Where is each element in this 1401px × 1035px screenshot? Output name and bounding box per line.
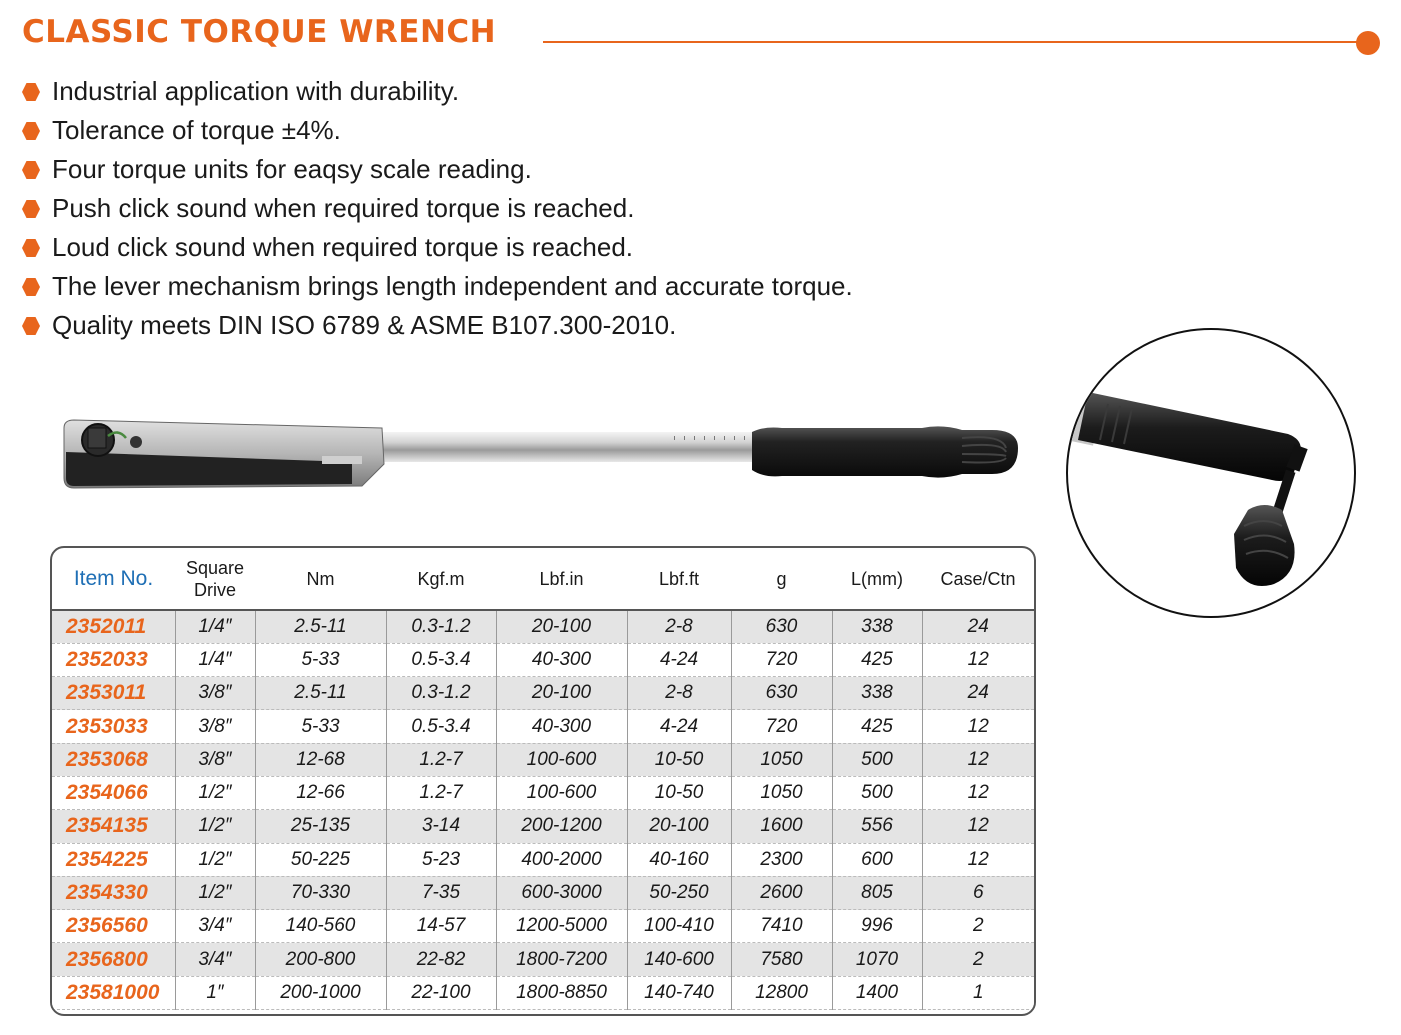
table-header-row — [52, 548, 1034, 610]
weight-cell: 1050 — [731, 776, 832, 809]
case-ctn-cell: 12 — [922, 643, 1034, 676]
title-rule — [543, 41, 1365, 43]
column-header-item-no: Item No. — [52, 548, 175, 610]
feature-item — [22, 150, 853, 189]
weight-cell: 630 — [731, 610, 832, 643]
nm-cell: 200-800 — [255, 943, 386, 976]
kgfm-cell: 0.3-1.2 — [386, 610, 496, 643]
lbfft-cell: 140-600 — [627, 943, 731, 976]
spec-table — [52, 548, 1034, 1010]
nm-cell: 25-135 — [255, 810, 386, 843]
lbfft-cell: 2-8 — [627, 677, 731, 710]
square-drive-cell: 3/8″ — [175, 743, 255, 776]
item-no-cell: 2352033 — [52, 643, 175, 676]
spec-table-container — [50, 546, 1036, 1016]
item-no-cell: 2353011 — [52, 677, 175, 710]
length-cell: 500 — [832, 743, 922, 776]
feature-text: Loud click sound when required torque is reached. — [52, 232, 634, 262]
column-header-weight: g — [731, 548, 832, 610]
lbfin-cell: 40-300 — [496, 710, 627, 743]
hexagon-bullet-icon — [22, 122, 40, 140]
feature-text: Quality meets DIN ISO 6789 & ASME B107.300-2010. — [52, 310, 677, 340]
column-header-lbfin: Lbf.in — [496, 548, 627, 610]
table-row — [52, 643, 1034, 676]
length-cell: 600 — [832, 843, 922, 876]
lbfft-cell: 4-24 — [627, 710, 731, 743]
kgfm-cell: 0.5-3.4 — [386, 710, 496, 743]
torque-wrench-image — [52, 400, 1032, 510]
length-cell: 805 — [832, 876, 922, 909]
table-row — [52, 710, 1034, 743]
nm-cell: 5-33 — [255, 643, 386, 676]
square-drive-cell: 1/2″ — [175, 843, 255, 876]
nm-cell: 12-66 — [255, 776, 386, 809]
item-no-cell: 2353033 — [52, 710, 175, 743]
nm-cell: 70-330 — [255, 876, 386, 909]
feature-list — [22, 72, 853, 345]
lbfft-cell: 40-160 — [627, 843, 731, 876]
column-header-nm: Nm — [255, 548, 386, 610]
hexagon-bullet-icon — [22, 161, 40, 179]
item-no-cell: 2354135 — [52, 810, 175, 843]
handle-detail-image — [1066, 328, 1356, 618]
case-ctn-cell: 2 — [922, 943, 1034, 976]
nm-cell: 12-68 — [255, 743, 386, 776]
length-cell: 425 — [832, 643, 922, 676]
square-drive-cell: 3/8″ — [175, 677, 255, 710]
kgfm-cell: 1.2-7 — [386, 743, 496, 776]
feature-item — [22, 72, 853, 111]
item-no-cell: 2354225 — [52, 843, 175, 876]
column-header-length: L(mm) — [832, 548, 922, 610]
item-no-cell: 23581000 — [52, 976, 175, 1009]
weight-cell: 7410 — [731, 910, 832, 943]
table-row — [52, 876, 1034, 909]
item-no-cell: 2352011 — [52, 610, 175, 643]
lbfin-cell: 1200-5000 — [496, 910, 627, 943]
column-header-case-ctn: Case/Ctn — [922, 548, 1034, 610]
nm-cell: 200-1000 — [255, 976, 386, 1009]
lbfft-cell: 50-250 — [627, 876, 731, 909]
kgfm-cell: 1.2-7 — [386, 776, 496, 809]
case-ctn-cell: 12 — [922, 776, 1034, 809]
item-no-cell: 2353068 — [52, 743, 175, 776]
lbfft-cell: 140-740 — [627, 976, 731, 1009]
lbfft-cell: 10-50 — [627, 743, 731, 776]
square-drive-cell: 3/4″ — [175, 910, 255, 943]
hexagon-bullet-icon — [22, 278, 40, 296]
handle-detail-illustration — [1068, 330, 1356, 618]
item-no-cell: 2356800 — [52, 943, 175, 976]
case-ctn-cell: 1 — [922, 976, 1034, 1009]
length-cell: 500 — [832, 776, 922, 809]
nm-cell: 140-560 — [255, 910, 386, 943]
feature-item — [22, 111, 853, 150]
nm-cell: 50-225 — [255, 843, 386, 876]
table-row — [52, 976, 1034, 1009]
title-rule-dot — [1356, 31, 1380, 55]
lbfft-cell: 20-100 — [627, 810, 731, 843]
length-cell: 338 — [832, 677, 922, 710]
lbfin-cell: 20-100 — [496, 677, 627, 710]
kgfm-cell: 0.3-1.2 — [386, 677, 496, 710]
hexagon-bullet-icon — [22, 317, 40, 335]
lbfft-cell: 4-24 — [627, 643, 731, 676]
lbfin-cell: 600-3000 — [496, 876, 627, 909]
lbfin-cell: 100-600 — [496, 776, 627, 809]
square-drive-cell: 1/2″ — [175, 876, 255, 909]
hexagon-bullet-icon — [22, 83, 40, 101]
kgfm-cell: 3-14 — [386, 810, 496, 843]
kgfm-cell: 5-23 — [386, 843, 496, 876]
case-ctn-cell: 24 — [922, 677, 1034, 710]
feature-text: Tolerance of torque ±4%. — [52, 115, 341, 145]
item-no-cell: 2354330 — [52, 876, 175, 909]
hexagon-bullet-icon — [22, 239, 40, 257]
kgfm-cell: 22-100 — [386, 976, 496, 1009]
kgfm-cell: 7-35 — [386, 876, 496, 909]
item-no-cell: 2354066 — [52, 776, 175, 809]
item-no-cell: 2356560 — [52, 910, 175, 943]
hexagon-bullet-icon — [22, 200, 40, 218]
square-drive-cell: 1/2″ — [175, 776, 255, 809]
weight-cell: 720 — [731, 643, 832, 676]
case-ctn-cell: 12 — [922, 843, 1034, 876]
column-header-lbfft: Lbf.ft — [627, 548, 731, 610]
square-drive-cell: 1/2″ — [175, 810, 255, 843]
case-ctn-cell: 12 — [922, 710, 1034, 743]
weight-cell: 1600 — [731, 810, 832, 843]
lbfft-cell: 10-50 — [627, 776, 731, 809]
lbfin-cell: 1800-8850 — [496, 976, 627, 1009]
lbfin-cell: 200-1200 — [496, 810, 627, 843]
weight-cell: 7580 — [731, 943, 832, 976]
lbfin-cell: 40-300 — [496, 643, 627, 676]
square-drive-cell: 1/4″ — [175, 610, 255, 643]
page-title: CLASSIC TORQUE WRENCH — [22, 14, 497, 50]
table-row — [52, 810, 1034, 843]
lbfin-cell: 400-2000 — [496, 843, 627, 876]
square-drive-header-text: Square Drive — [185, 557, 245, 600]
table-row — [52, 776, 1034, 809]
case-ctn-cell: 6 — [922, 876, 1034, 909]
lbfft-cell: 2-8 — [627, 610, 731, 643]
feature-text: Four torque units for eaqsy scale reading. — [52, 154, 532, 184]
column-header-square-drive — [175, 548, 255, 610]
table-row — [52, 843, 1034, 876]
case-ctn-cell: 12 — [922, 810, 1034, 843]
kgfm-cell: 14-57 — [386, 910, 496, 943]
column-header-kgfm: Kgf.m — [386, 548, 496, 610]
table-row — [52, 610, 1034, 643]
feature-text: Push click sound when required torque is reached. — [52, 193, 635, 223]
lbfin-cell: 20-100 — [496, 610, 627, 643]
feature-item — [22, 189, 853, 228]
kgfm-cell: 22-82 — [386, 943, 496, 976]
lbfin-cell: 1800-7200 — [496, 943, 627, 976]
table-row — [52, 910, 1034, 943]
lbfft-cell: 100-410 — [627, 910, 731, 943]
table-row — [52, 677, 1034, 710]
case-ctn-cell: 12 — [922, 743, 1034, 776]
square-drive-cell: 3/8″ — [175, 710, 255, 743]
length-cell: 425 — [832, 710, 922, 743]
weight-cell: 2300 — [731, 843, 832, 876]
table-row — [52, 743, 1034, 776]
case-ctn-cell: 24 — [922, 610, 1034, 643]
nm-cell: 2.5-11 — [255, 610, 386, 643]
feature-item — [22, 267, 853, 306]
square-drive-cell: 3/4″ — [175, 943, 255, 976]
weight-cell: 12800 — [731, 976, 832, 1009]
table-row — [52, 943, 1034, 976]
square-drive-cell: 1/4″ — [175, 643, 255, 676]
feature-item — [22, 306, 853, 345]
weight-cell: 2600 — [731, 876, 832, 909]
feature-item — [22, 228, 853, 267]
nm-cell: 5-33 — [255, 710, 386, 743]
length-cell: 338 — [832, 610, 922, 643]
weight-cell: 1050 — [731, 743, 832, 776]
length-cell: 556 — [832, 810, 922, 843]
weight-cell: 720 — [731, 710, 832, 743]
nm-cell: 2.5-11 — [255, 677, 386, 710]
case-ctn-cell: 2 — [922, 910, 1034, 943]
length-cell: 996 — [832, 910, 922, 943]
kgfm-cell: 0.5-3.4 — [386, 643, 496, 676]
length-cell: 1400 — [832, 976, 922, 1009]
feature-text: The lever mechanism brings length independent and accurate torque. — [52, 271, 853, 301]
feature-text: Industrial application with durability. — [52, 76, 460, 106]
lbfin-cell: 100-600 — [496, 743, 627, 776]
length-cell: 1070 — [832, 943, 922, 976]
table-body — [52, 610, 1034, 1010]
weight-cell: 630 — [731, 677, 832, 710]
square-drive-cell: 1″ — [175, 976, 255, 1009]
